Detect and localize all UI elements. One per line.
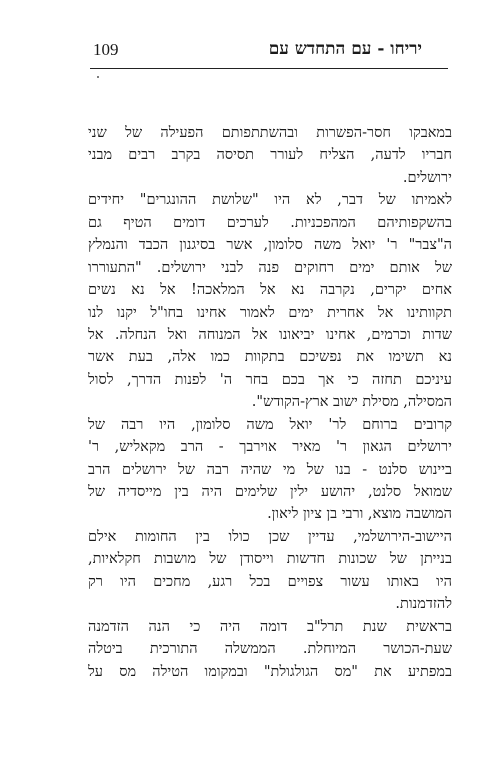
text-line: במאבקו חסר-הפשרות ובהשתתפותם הפעילה של שני [88, 125, 452, 141]
text-line: בנייתן של שכונות חדשות וייסודן של מושבות חקלאיות, [88, 551, 452, 568]
paragraph-2 [88, 189, 452, 413]
paragraph-3 [88, 414, 452, 526]
paragraph-4 [88, 526, 452, 616]
text-line: ה"צבר" ר' יואל משה סלומון, אשר בסיגנון הכבד והנמלץ [88, 237, 452, 254]
print-speck [97, 76, 99, 78]
text-line: בהשקפותיהם המהפכניות. לערכים דומים הטיף גם [88, 214, 452, 231]
text-line: היו באותו עשור צפויים בכל רגע, מחכים היו רק [88, 573, 452, 590]
text-line: להזדמנות. [395, 596, 452, 613]
text-line: שדות וכרמים, אחינו יביאונו אל המנוחה ואל הנחלה. אל [88, 326, 452, 343]
text-line: קרובים ברוחם לר' יואל משה סלומון, היו רבה של [88, 416, 452, 433]
text-line: תקוותינו אל אחרית ימים לאמור אחינו בחו"ל יקנו לנו [88, 304, 452, 321]
text-line: במפתיע את "מס הגולגולת" ובמקומו הטילה מס על [88, 663, 452, 680]
text-line: עיניכם תחזה כי אך בכם בחר ה' לפנות הדרך, לסול [88, 371, 452, 388]
text-line: שעת-הכושר המיוחלת. הממשלה התורכית ביטלה [88, 641, 452, 658]
paragraph-5 [88, 616, 452, 683]
text-line: בראשית שנת תרל"ב דומה היה כי הנה הזדמנה [88, 618, 452, 635]
text-line: של אותם ימים רחוקים פנה לבני ירושלים. "התעוררו [88, 259, 452, 276]
text-line: שמואל סלנט, יהושע ילין שלימים היה בין מייסדיה של [88, 484, 452, 500]
body-text [88, 122, 452, 683]
text-line: המושבה מוצא, ורבי בן ציון ליאון. [267, 506, 452, 523]
text-line: המסילה, מסילת ישוב ארץ-הקודש". [251, 394, 452, 411]
text-line: חבריו לדעה, הצליח לעורר תסיסה בקרב רבים מבני [88, 147, 452, 164]
text-line: ירושלים. [402, 169, 452, 186]
text-line: אחים יקרים, נקרבה נא אל המלאכה! אל נא נשים [88, 282, 452, 299]
text-line: ירושלים הגאון ר' מאיר אוירבך - הרב מקאליש, ר' [88, 439, 452, 456]
text-line: נא תשימו את נפשיכם בתקוות כמו אלה, בעת אשר [88, 349, 452, 366]
page-number: 109 [93, 40, 119, 59]
text-line: ביינוש סלנט - בנו של מי שהיה רבה של ירושלים הרב [88, 461, 452, 478]
text-line: לאמיתו של דבר, לא היו "שלושת ההונגרים" יחידים [88, 192, 452, 209]
running-header: יריחו - עם התחדש עם [268, 39, 422, 59]
text-line: היישוב-הירושלמי, עדיין שכן כולו בין החומות אילם [88, 528, 452, 545]
header-rule [90, 68, 448, 69]
paragraph-1 [88, 122, 452, 189]
